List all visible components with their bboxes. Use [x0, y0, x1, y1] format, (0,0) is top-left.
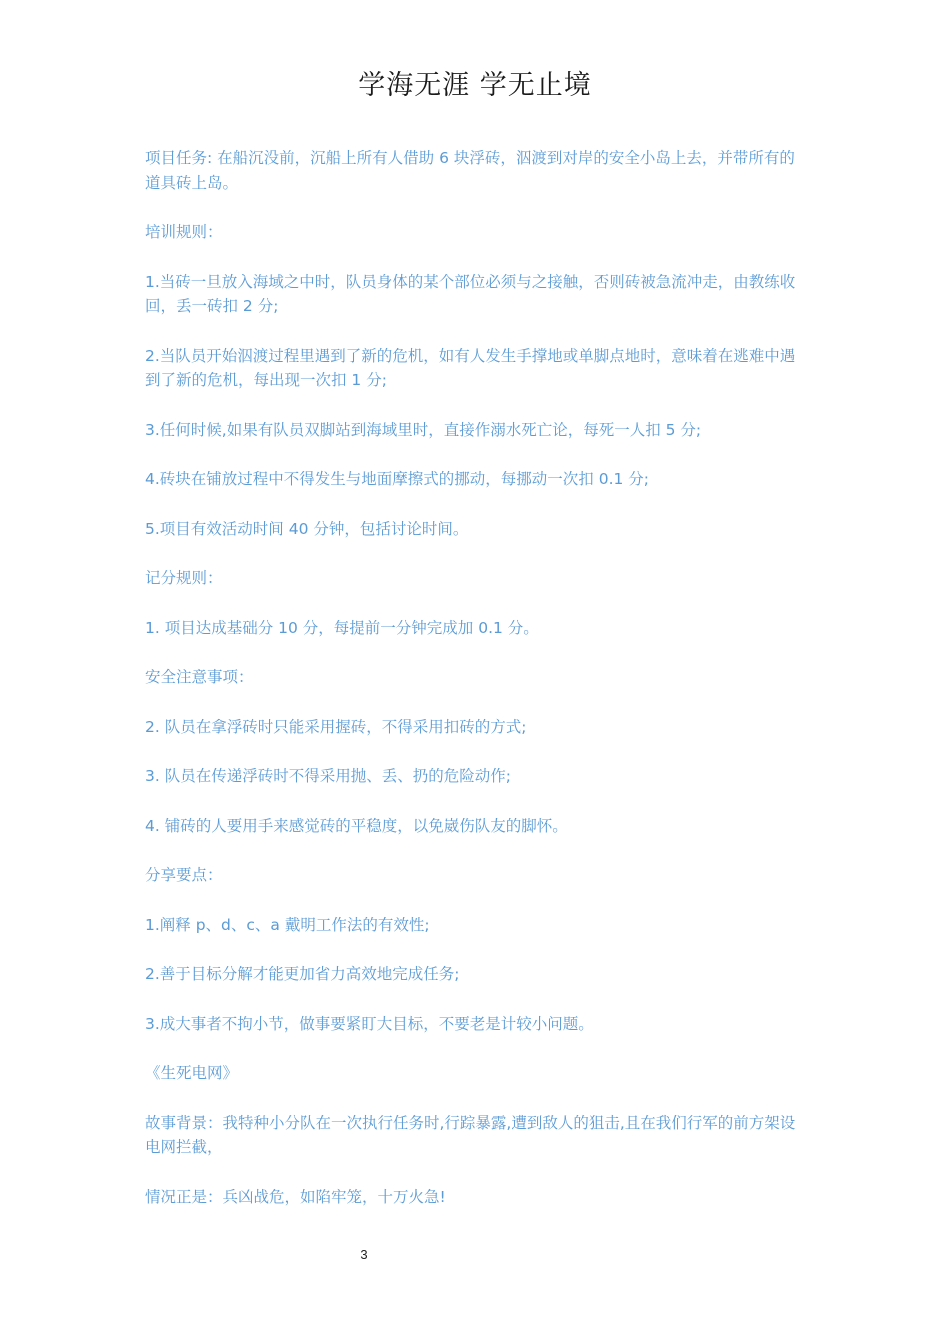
paragraph-sharing-1: 1.阐释 p、d、c、a 戴明工作法的有效性;	[145, 915, 430, 934]
paragraph-safety-4: 4. 铺砖的人要用手来感觉砖的平稳度，以免崴伤队友的脚怀。	[145, 816, 568, 835]
paragraph-scoring-1: 1. 项目达成基础分 10 分，每提前一分钟完成加 0.1 分。	[145, 618, 539, 637]
paragraph-rule-5: 5.项目有效活动时间 40 分钟，包括讨论时间。	[145, 519, 469, 538]
paragraph-safety-2: 2. 队员在拿浮砖时只能采用握砖，不得采用扣砖的方式;	[145, 717, 527, 736]
document-body	[145, 146, 810, 1234]
paragraph-story-background: 故事背景：我特种小分队在一次执行任务时,行踪暴露,遭到敌人的狙击,且在我们行军的前方架设电网拦截，	[145, 1113, 796, 1156]
paragraph-rule-2: 2.当队员开始泅渡过程里遇到了新的危机，如有人发生手撑地或单脚点地时，意味着在逃难中遇到了新的危机，每出现一次扣 1 分;	[145, 346, 796, 389]
page-header-title: 学海无涯 学无止境	[358, 70, 592, 101]
paragraph-sharing-3: 3.成大事者不拘小节，做事要紧盯大目标，不要老是计较小问题。	[145, 1014, 594, 1033]
paragraph-training-rules-heading: 培训规则：	[145, 223, 223, 241]
paragraph-sharing-2: 2.善于目标分解才能更加省力高效地完成任务;	[145, 965, 460, 983]
paragraph-rule-4: 4.砖块在铺放过程中不得发生与地面摩擦式的挪动，每挪动一次扣 0.1 分;	[145, 470, 650, 488]
paragraph-task: 项目任务: 在船沉没前，沉船上所有人借助 6 块浮砖，泅渡到对岸的安全小岛上去，并带所有的道具砖上岛。	[145, 149, 795, 192]
paragraph-sharing-heading: 分享要点：	[145, 866, 223, 884]
paragraph-safety-heading: 安全注意事项：	[145, 668, 254, 686]
paragraph-safety-3: 3. 队员在传递浮砖时不得采用抛、丢、扔的危险动作;	[145, 767, 511, 785]
paragraph-situation: 情况正是：兵凶战危，如陷牢笼，十万火急!	[145, 1187, 446, 1206]
page-number: 3	[360, 1247, 368, 1262]
paragraph-section-title: 《生死电网》	[145, 1064, 239, 1082]
paragraph-rule-1: 1.当砖一旦放入海域之中时，队员身体的某个部位必须与之接触，否则砖被急流冲走，由教练收回，丢一砖扣 2 分;	[145, 272, 796, 315]
paragraph-rule-3: 3.任何时候,如果有队员双脚站到海域里时，直接作溺水死亡论，每死一人扣 5 分;	[145, 420, 702, 439]
paragraph-scoring-heading: 记分规则：	[145, 569, 223, 587]
